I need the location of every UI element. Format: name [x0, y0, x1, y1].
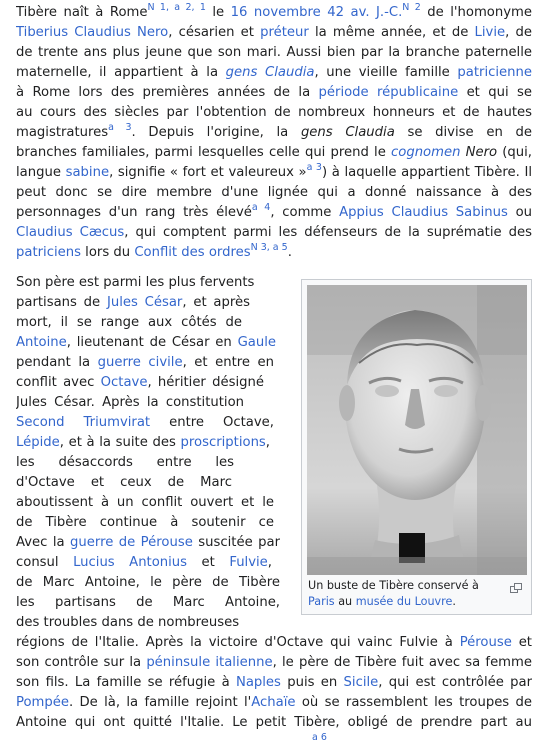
ref-link[interactable]: a 4	[251, 203, 271, 213]
text: , de	[505, 25, 532, 40]
text-line	[16, 43, 532, 63]
link-sextus-pompee[interactable]: Pompée	[16, 695, 69, 710]
text: de Marc Antoine, le père de Tibère	[16, 575, 280, 590]
text: gens Claudia	[300, 125, 395, 140]
text-line	[16, 433, 270, 453]
text: consul	[16, 555, 74, 570]
text: d'Octave et ceux de Marc	[16, 475, 232, 490]
ref-link[interactable]: a 6	[312, 732, 327, 740]
text: de l'homonyme	[420, 5, 532, 20]
text-line	[16, 613, 532, 633]
text-line	[16, 653, 532, 673]
text-line	[16, 473, 232, 493]
text: gens Claudia	[225, 65, 315, 80]
text: Nero	[465, 145, 498, 160]
text: Tibère naît à Rome	[16, 5, 148, 20]
link-sicile[interactable]: Sicile	[343, 675, 379, 690]
text: , et à la suite des	[59, 435, 181, 450]
link-lepide[interactable]: Lépide	[16, 435, 60, 450]
link-guerre-de-perouse[interactable]: guerre de Pérouse	[70, 535, 193, 550]
text: de Tibère continue à soutenir ce	[16, 515, 274, 530]
text: , héritier désigné	[147, 375, 264, 390]
text: au cours des siècles par l'obtention de nombreux honneurs et de hautes	[16, 105, 532, 120]
text-line	[16, 733, 532, 740]
link-birth-date[interactable]: 16 novembre 42 av. J.-C.	[230, 5, 403, 20]
link-achaie[interactable]: Achaïe	[251, 695, 296, 710]
text: les désaccords entre les	[16, 455, 234, 470]
link-perouse[interactable]: Pérouse	[459, 635, 512, 650]
text-line	[16, 203, 532, 223]
link-naples[interactable]: Naples	[235, 675, 281, 690]
text: son contrôle sur la	[16, 655, 147, 670]
text: personnages d'un rang très élevé	[16, 205, 252, 220]
text: et	[518, 635, 532, 650]
text-line	[16, 413, 274, 433]
text: Un buste de Tibère conservé à	[308, 579, 479, 592]
text: à Rome lors des premières années de la	[16, 85, 319, 100]
text-line	[16, 143, 532, 163]
text: Antoine qui ont quitté l'Italie. Le petit Tibère, obligé de prendre part au	[16, 715, 532, 730]
text: Jules César. Après la constitution	[16, 395, 244, 410]
text-line	[16, 243, 532, 263]
link-jules-cesar[interactable]: Jules César	[106, 295, 183, 310]
text: la même année, et de	[308, 25, 475, 40]
link-patriciens[interactable]: patriciens	[16, 245, 81, 260]
text-line	[16, 293, 250, 313]
text: , lieutenant de César en	[66, 335, 238, 350]
text: aboutissent à un conflit ouvert et le	[16, 495, 274, 510]
link-proscriptions[interactable]: proscriptions	[180, 435, 266, 450]
text: le	[205, 5, 231, 20]
text: .	[452, 595, 456, 608]
text-line	[16, 103, 532, 123]
text: ,	[265, 435, 270, 450]
text: . De là, la famille rejoint l'	[69, 695, 252, 710]
text-line	[16, 63, 532, 83]
text: puis en	[280, 675, 344, 690]
text-line	[16, 493, 274, 513]
link-guerre-civile[interactable]: guerre civile	[97, 355, 183, 370]
text: , césarien et	[168, 25, 261, 40]
text: langue	[16, 165, 66, 180]
text: et	[187, 555, 230, 570]
text: magistratures	[16, 125, 109, 140]
text: , une vieille famille	[314, 65, 458, 80]
link-gens-claudia[interactable]	[226, 65, 315, 80]
text: où se rassemblent les troupes de	[301, 695, 532, 710]
ref-link[interactable]: N 1, a 2, 1	[147, 3, 206, 13]
text: , comme	[270, 205, 340, 220]
text-line	[16, 633, 532, 653]
link-marc-antoine[interactable]: Antoine	[16, 335, 67, 350]
text: mort, il se range aux côtés de	[16, 315, 242, 330]
link-sabine[interactable]: sabine	[65, 165, 110, 180]
text: se divise en de	[407, 125, 532, 140]
link-preteur[interactable]: préteur	[260, 25, 309, 40]
link-tiberius-claudius-nero[interactable]: Tiberius Claudius Nero	[16, 25, 169, 40]
text-line	[16, 513, 274, 533]
text: Son père est parmi les plus fervents	[16, 275, 255, 290]
text-line	[16, 313, 242, 333]
text-line	[16, 83, 532, 103]
link-periode-republicaine[interactable]: période républicaine	[318, 85, 459, 100]
text: . Depuis l'origine, la	[131, 125, 301, 140]
text: entre Octave,	[169, 415, 274, 430]
text-line	[16, 673, 532, 693]
paragraph-birth-family	[16, 3, 532, 263]
text-line	[16, 573, 280, 593]
paragraph-father	[16, 273, 532, 740]
link-fulvie[interactable]: Fulvie	[229, 555, 268, 570]
text: ) à laquelle appartient Tibère. Il	[321, 165, 532, 180]
text-line	[16, 713, 532, 733]
text: , le père de Tibère fuit avec sa femme	[272, 655, 532, 670]
text: cognomen	[391, 145, 461, 160]
link-patricienne[interactable]: patricienne	[457, 65, 532, 80]
text: branches familiales, parmi lesquelles celle qui prend le	[16, 145, 391, 160]
text-line	[16, 373, 264, 393]
text: Avec la	[16, 535, 71, 550]
text-line	[16, 453, 234, 473]
link-cognomen[interactable]	[391, 145, 460, 160]
text: suscitée par	[198, 535, 280, 550]
text: de trente ans plus jeune que son mari. Aussi bien par la branche paternelle	[16, 45, 532, 60]
link-second-triumvirat[interactable]: Second Triumvirat	[16, 415, 151, 430]
text: maternelle, il appartient à la	[16, 65, 226, 80]
text-line	[16, 183, 532, 203]
text-line	[16, 393, 244, 413]
text-line	[16, 333, 276, 353]
link-octave[interactable]: Octave	[100, 375, 148, 390]
link-gaule[interactable]: Gaule	[237, 335, 276, 350]
text: pendant la	[16, 355, 98, 370]
ref-link[interactable]: N 3, a 5	[250, 242, 288, 253]
link-paris[interactable]: Paris	[308, 595, 335, 608]
text-line	[16, 533, 280, 553]
link-lucius-antonius[interactable]: Lucius Antonius	[73, 555, 188, 570]
text-line	[16, 353, 274, 373]
text: , signifie « fort et valeureux »	[109, 165, 307, 180]
text: son fils. La famille se réfugie à	[16, 675, 236, 690]
ref-link[interactable]: a 3	[306, 163, 322, 173]
text-line	[16, 23, 532, 43]
text: , et après	[182, 295, 250, 310]
text: , qui est contrôlée par	[378, 675, 532, 690]
link-conflit-des-ordres[interactable]: Conflit des ordres	[134, 245, 251, 260]
link-livie[interactable]: Livie	[474, 25, 506, 40]
ref-link[interactable]: N 2	[402, 3, 421, 13]
text: (qui,	[502, 145, 532, 160]
text-line	[16, 553, 272, 573]
text: peut donc se dire membre d'une lignée qui a donné naissance à des	[16, 185, 532, 200]
text-line	[16, 223, 532, 243]
text: et qui se	[466, 85, 532, 100]
text-line	[16, 163, 532, 183]
text: des troubles dans de nombreuses	[16, 615, 240, 630]
text: régions de l'Italie. Après la victoire d'Octave qui vainc Fulvie à	[16, 635, 460, 650]
link-appius-claudius-sabinus[interactable]: Appius Claudius Sabinus	[339, 205, 508, 220]
link-peninsule-italienne[interactable]: péninsule italienne	[146, 655, 273, 670]
text-line	[16, 593, 280, 613]
text-line	[16, 693, 532, 713]
text: .	[287, 245, 292, 260]
text: , qui comptent parmi les défenseurs de la suprématie des	[124, 225, 532, 240]
text-line	[16, 3, 532, 23]
link-appius-claudius-caecus[interactable]: Claudius Cæcus	[16, 225, 125, 240]
ref-link[interactable]: a 3	[108, 123, 132, 133]
text: au	[334, 595, 356, 608]
text: ou	[507, 205, 532, 220]
text: , et entre en	[182, 355, 274, 370]
text: lors du	[80, 245, 135, 260]
text: les partisans de Marc Antoine,	[16, 595, 280, 610]
text-line	[16, 273, 532, 293]
text: partisans de	[16, 295, 107, 310]
text: ,	[267, 555, 272, 570]
text-line	[16, 123, 532, 143]
text: conflit avec	[16, 375, 101, 390]
link-musee-du-louvre[interactable]: musée du Louvre	[355, 595, 453, 608]
